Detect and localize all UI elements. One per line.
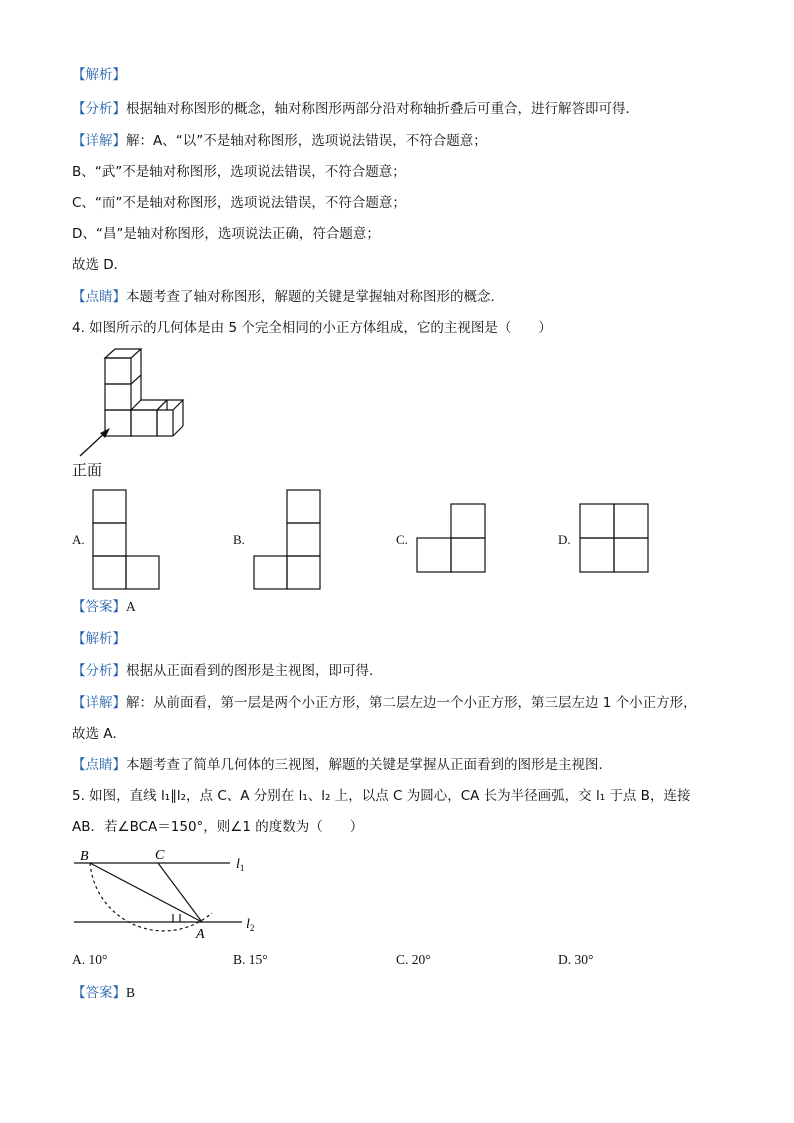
q4-option-b-figure — [253, 489, 323, 591]
q5-option-d: D. 30° — [558, 952, 594, 967]
q3-detail-1: 【详解】解：A、“以”不是轴对称图形，选项说法错误，不符合题意； — [72, 133, 487, 149]
q4-dianjing: 【点睛】本题考查了简单几何体的三视图，解题的关键是掌握从正面看到的图形是主视图． — [72, 757, 612, 773]
q4-option-a-label: A. — [72, 532, 85, 547]
segment-ca — [158, 863, 202, 922]
q3-detail-4: D、“昌”是轴对称图形，选项说法正确，符合题意； — [72, 226, 380, 242]
q5-option-c: C. 20° — [396, 952, 431, 967]
q5-answer: 【答案】B — [72, 985, 136, 1001]
q4-detail-2: 故选 A． — [72, 726, 127, 742]
q4-detail-1: 【详解】解：从前面看，第一层是两个小正方形，第二层左边一个小正方形，第三层左边 1 个小正方形， — [72, 695, 697, 711]
q5-option-a: A. 10° — [72, 952, 108, 967]
q5-option-b: B. 15° — [233, 952, 268, 967]
q4-option-d-label: D. — [558, 532, 571, 547]
q4-option-b-label: B. — [233, 532, 245, 547]
q3-detail-2: B、“武”不是轴对称图形，选项说法错误，不符合题意； — [72, 164, 406, 180]
q4-stem: 4. 如图所示的几何体是由 5 个完全相同的小正方体组成，它的主视图是（ ） — [72, 320, 552, 336]
q3-analysis-tag: 【解析】 — [72, 67, 126, 83]
q4-front-label: 正面 — [72, 461, 103, 479]
q4-fenxi: 【分析】根据从正面看到的图形是主视图，即可得． — [72, 663, 383, 679]
q4-analysis-tag: 【解析】 — [72, 631, 126, 647]
q3-dianjing: 【点睛】本题考查了轴对称图形，解题的关键是掌握轴对称图形的概念． — [72, 289, 504, 305]
q4-option-d-figure — [579, 503, 651, 575]
q4-option-c-label: C. — [396, 532, 408, 547]
q4-option-c-figure — [416, 503, 488, 575]
q3-detail-3: C、“而”不是轴对称图形，选项说法错误，不符合题意； — [72, 195, 406, 211]
q4-answer: 【答案】A — [72, 599, 136, 615]
label-b: B — [80, 849, 89, 864]
q3-fenxi: 【分析】根据轴对称图形的概念，轴对称图形两部分沿对称轴折叠后可重合，进行解答即可得． — [72, 101, 639, 117]
label-a: A — [196, 927, 205, 942]
q4-option-a-figure — [92, 489, 162, 591]
label-c: C — [155, 848, 165, 863]
label-l1: $l_1$ — [236, 857, 245, 873]
q5-stem-line1: 5. 如图，直线 l₁∥l₂，点 C、A 分别在 l₁、l₂ 上，以点 C 为圆心，CA 长为半径画弧，交 l₁ 于点 B，连接 — [72, 788, 691, 804]
segment-ba — [90, 863, 202, 922]
q5-geometry-figure — [70, 843, 270, 943]
label-l2: $l_2$ — [246, 917, 255, 933]
q3-detail-5: 故选 D． — [72, 257, 128, 273]
q5-stem-line2: AB．若∠BCA＝150°，则∠1 的度数为（ ） — [72, 819, 364, 835]
